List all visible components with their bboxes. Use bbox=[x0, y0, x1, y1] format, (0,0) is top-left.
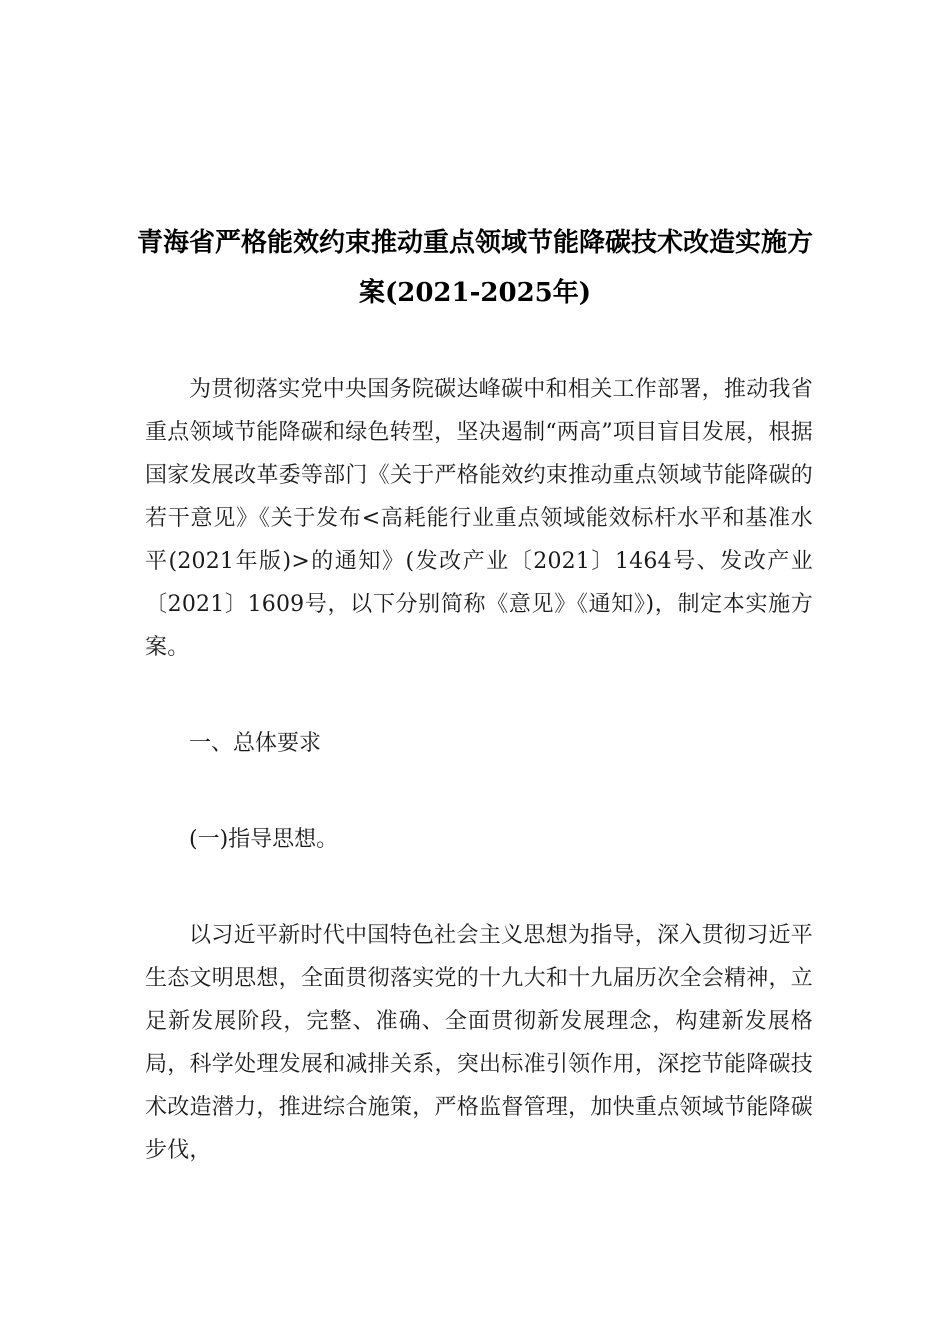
subsection-heading-guiding-ideology: (一)指导思想。 bbox=[189, 827, 339, 852]
guiding-ideology-paragraph: 以习近平新时代中国特色社会主义思想为指导，深入贯彻习近平生态文明思想，全面贯彻落实党的十九大和十九届历次全会精神，立足新发展阶段，完整、准确、全面贯彻新发展理念，构建新发展格局，科学处理发展和减排关系，突出标准引领作用，深挖节能降碳技术改造潜力，推进综合施策，严格监督管理，加快重点领域节能降碳步伐， bbox=[145, 923, 813, 1163]
paragraph-spacer bbox=[145, 765, 813, 818]
document-title bbox=[120, 218, 830, 318]
section-heading-overall-requirements: 一、总体要求 bbox=[189, 731, 322, 756]
intro-paragraph: 为贯彻落实党中央国务院碳达峰碳中和相关工作部署，推动我省重点领域节能降碳和绿色转型，坚决遏制“两高”项目盲目发展，根据国家发展改革委等部门《关于严格能效约束推动重点领域节能降碳的若干意见》《关于发布<高耗能行业重点领域能效标杆水平和基准水平(2021年版)>的通知》(发改产业〔2021〕1464号、发改产业〔2021〕1609号，以下分别简称《意见》《通知》)，制定本实施方案。 bbox=[145, 377, 813, 660]
paragraph-spacer bbox=[145, 669, 813, 722]
document-title-line-2: 案(2021-2025年) bbox=[358, 278, 592, 308]
document-body bbox=[145, 368, 813, 1172]
document-title-line-1: 青海省严格能效约束推动重点领域节能降碳技术改造实施方 bbox=[136, 228, 813, 258]
paragraph-spacer bbox=[145, 861, 813, 914]
